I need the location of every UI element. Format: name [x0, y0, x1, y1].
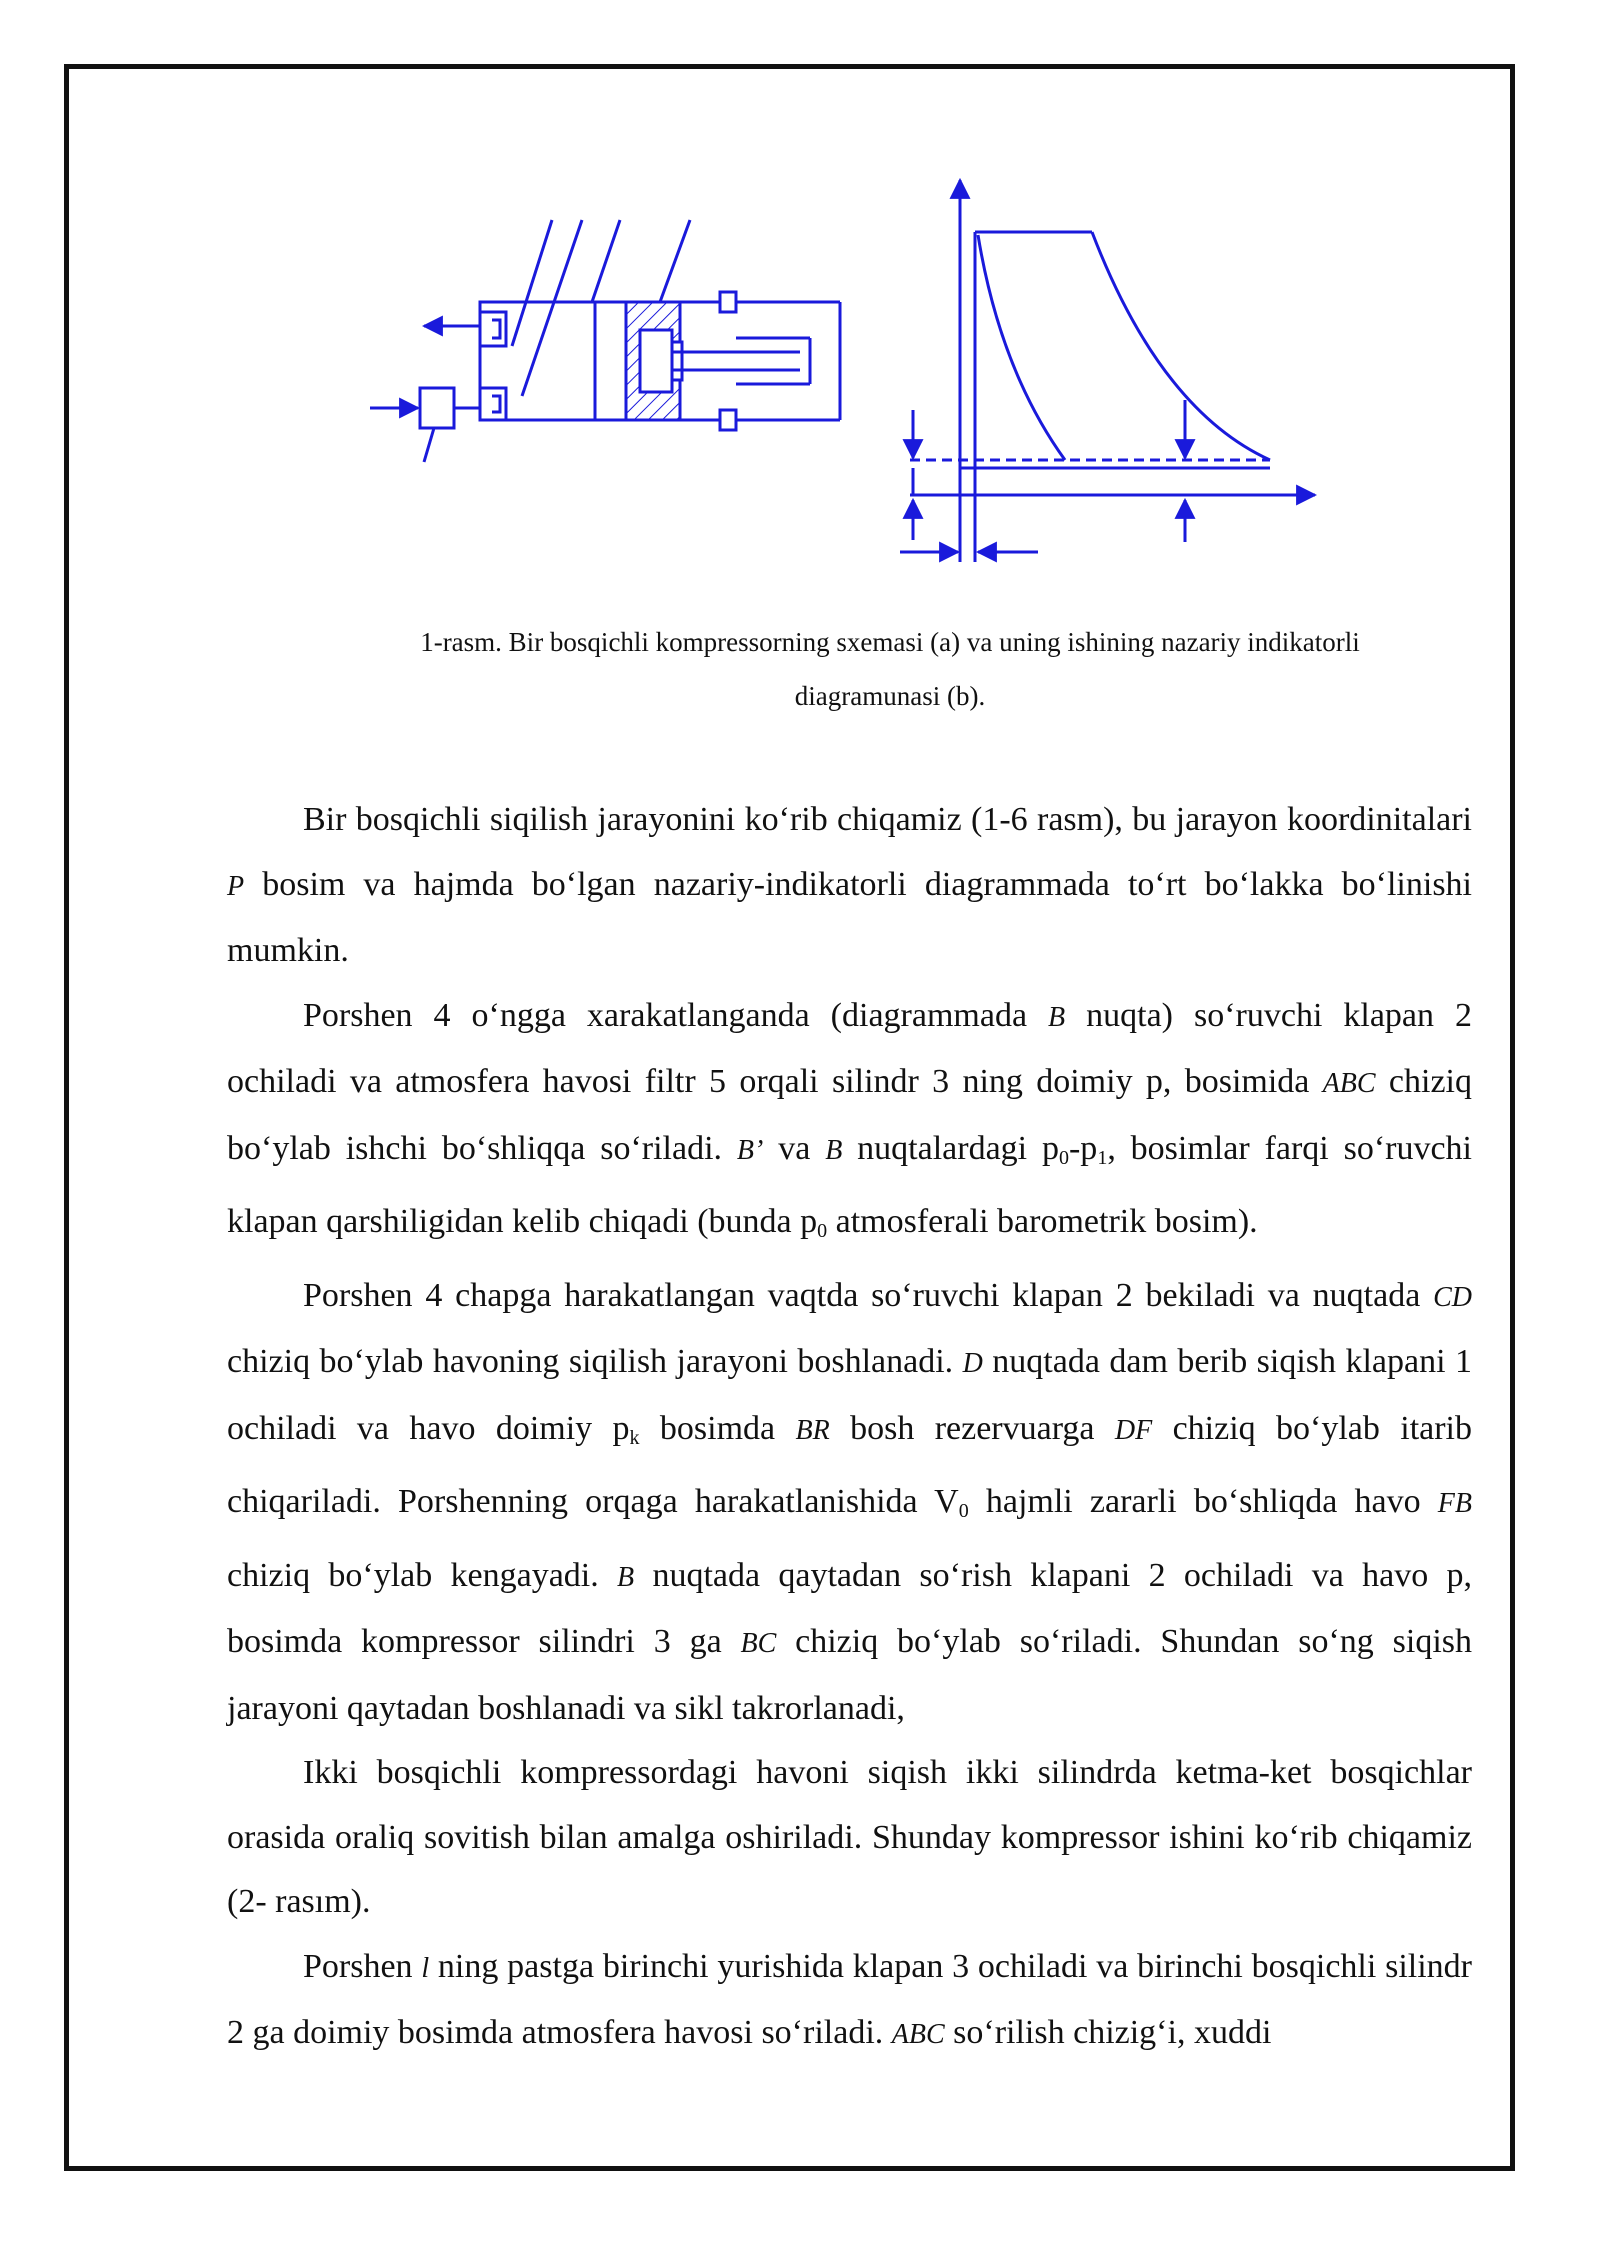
body-text: [227, 788, 1472, 2068]
paragraph-1: Bir bosqichli siqilish jarayonini ko‘rib chiqamiz (1-6 rasm), bu jarayon koordinitalari P bosim va hajmda bo‘lgan nazariy-indikatorli diagrammada to‘rt bo‘lakka bo‘linishi mumkin.: [227, 801, 1472, 969]
caption-line-1: 1-rasm. Bir bosqichli kompressorning sxemasi (a) va uning ishining nazariy indikatorli: [420, 627, 1360, 657]
paragraph-5: Porshen l ning pastga birinchi yurishida klapan 3 ochiladi va birinchi bosqichli silindr 2 ga doimiy bosimda atmosfera havosi so‘riladi. ABC so‘rilish chizig‘i, xuddi: [227, 1947, 1473, 2051]
paragraph-4: Ikki bosqichli kompressordagi havoni siqish ikki silindrda ketma-ket bosqichlar orasida oraliq sovitish bilan amalga oshiriladi. Shunday kompressor ishini ko‘rib chiqamiz (2- rasım).: [227, 1754, 1472, 1920]
compressor-scheme: [370, 220, 840, 462]
paragraph-3: Porshen 4 chapga harakatlangan vaqtda so‘ruvchi klapan 2 bekiladi va nuqtada CD chiziq bo‘ylab havoning siqilish jarayoni boshlanadi. D nuqtada dam berib siqish klapani 1 ochiladi va havo doimiy $p_k$ bosimda BR bosh rezervuarga DF chiziq bo‘ylab itarib chiqariladi. Porshenning orqaga harakatlanishida $V_0$ hajmli zararli bo‘shliqda havo FB chiziq bo‘ylab kengayadi. B nuqtada qaytadan so‘rish klapani 2 ochiladi va havo p, bosimda kompressor silindri 3 ga BC chiziq bo‘ylab so‘riladi. Shundan so‘ng siqish jarayoni qaytadan boshlanadi va sikl takrorlanadi,: [227, 1276, 1473, 1727]
indicator-diagram: [900, 180, 1315, 562]
compressor-figure: [360, 170, 1340, 580]
paragraph-2: Porshen 4 o‘ngga xarakatlanganda (diagrammada B nuqta) so‘ruvchi klapan 2 ochiladi va atmosfera havosi filtr 5 orqali silindr 3 ning doimiy p, bosimida ABC chiziq bo‘ylab ishchi bo‘shliqqa so‘riladi. B’ va B nuqtalardagi $p_0-p_1$, bosimlar farqi so‘ruvchi klapan qarshiligidan kelib chiqadi (bunda $p_0$ atmosferali barometrik bosim).: [227, 996, 1473, 1242]
figure-caption: [330, 615, 1450, 723]
caption-line-2: diagramunasi (b).: [794, 681, 986, 711]
